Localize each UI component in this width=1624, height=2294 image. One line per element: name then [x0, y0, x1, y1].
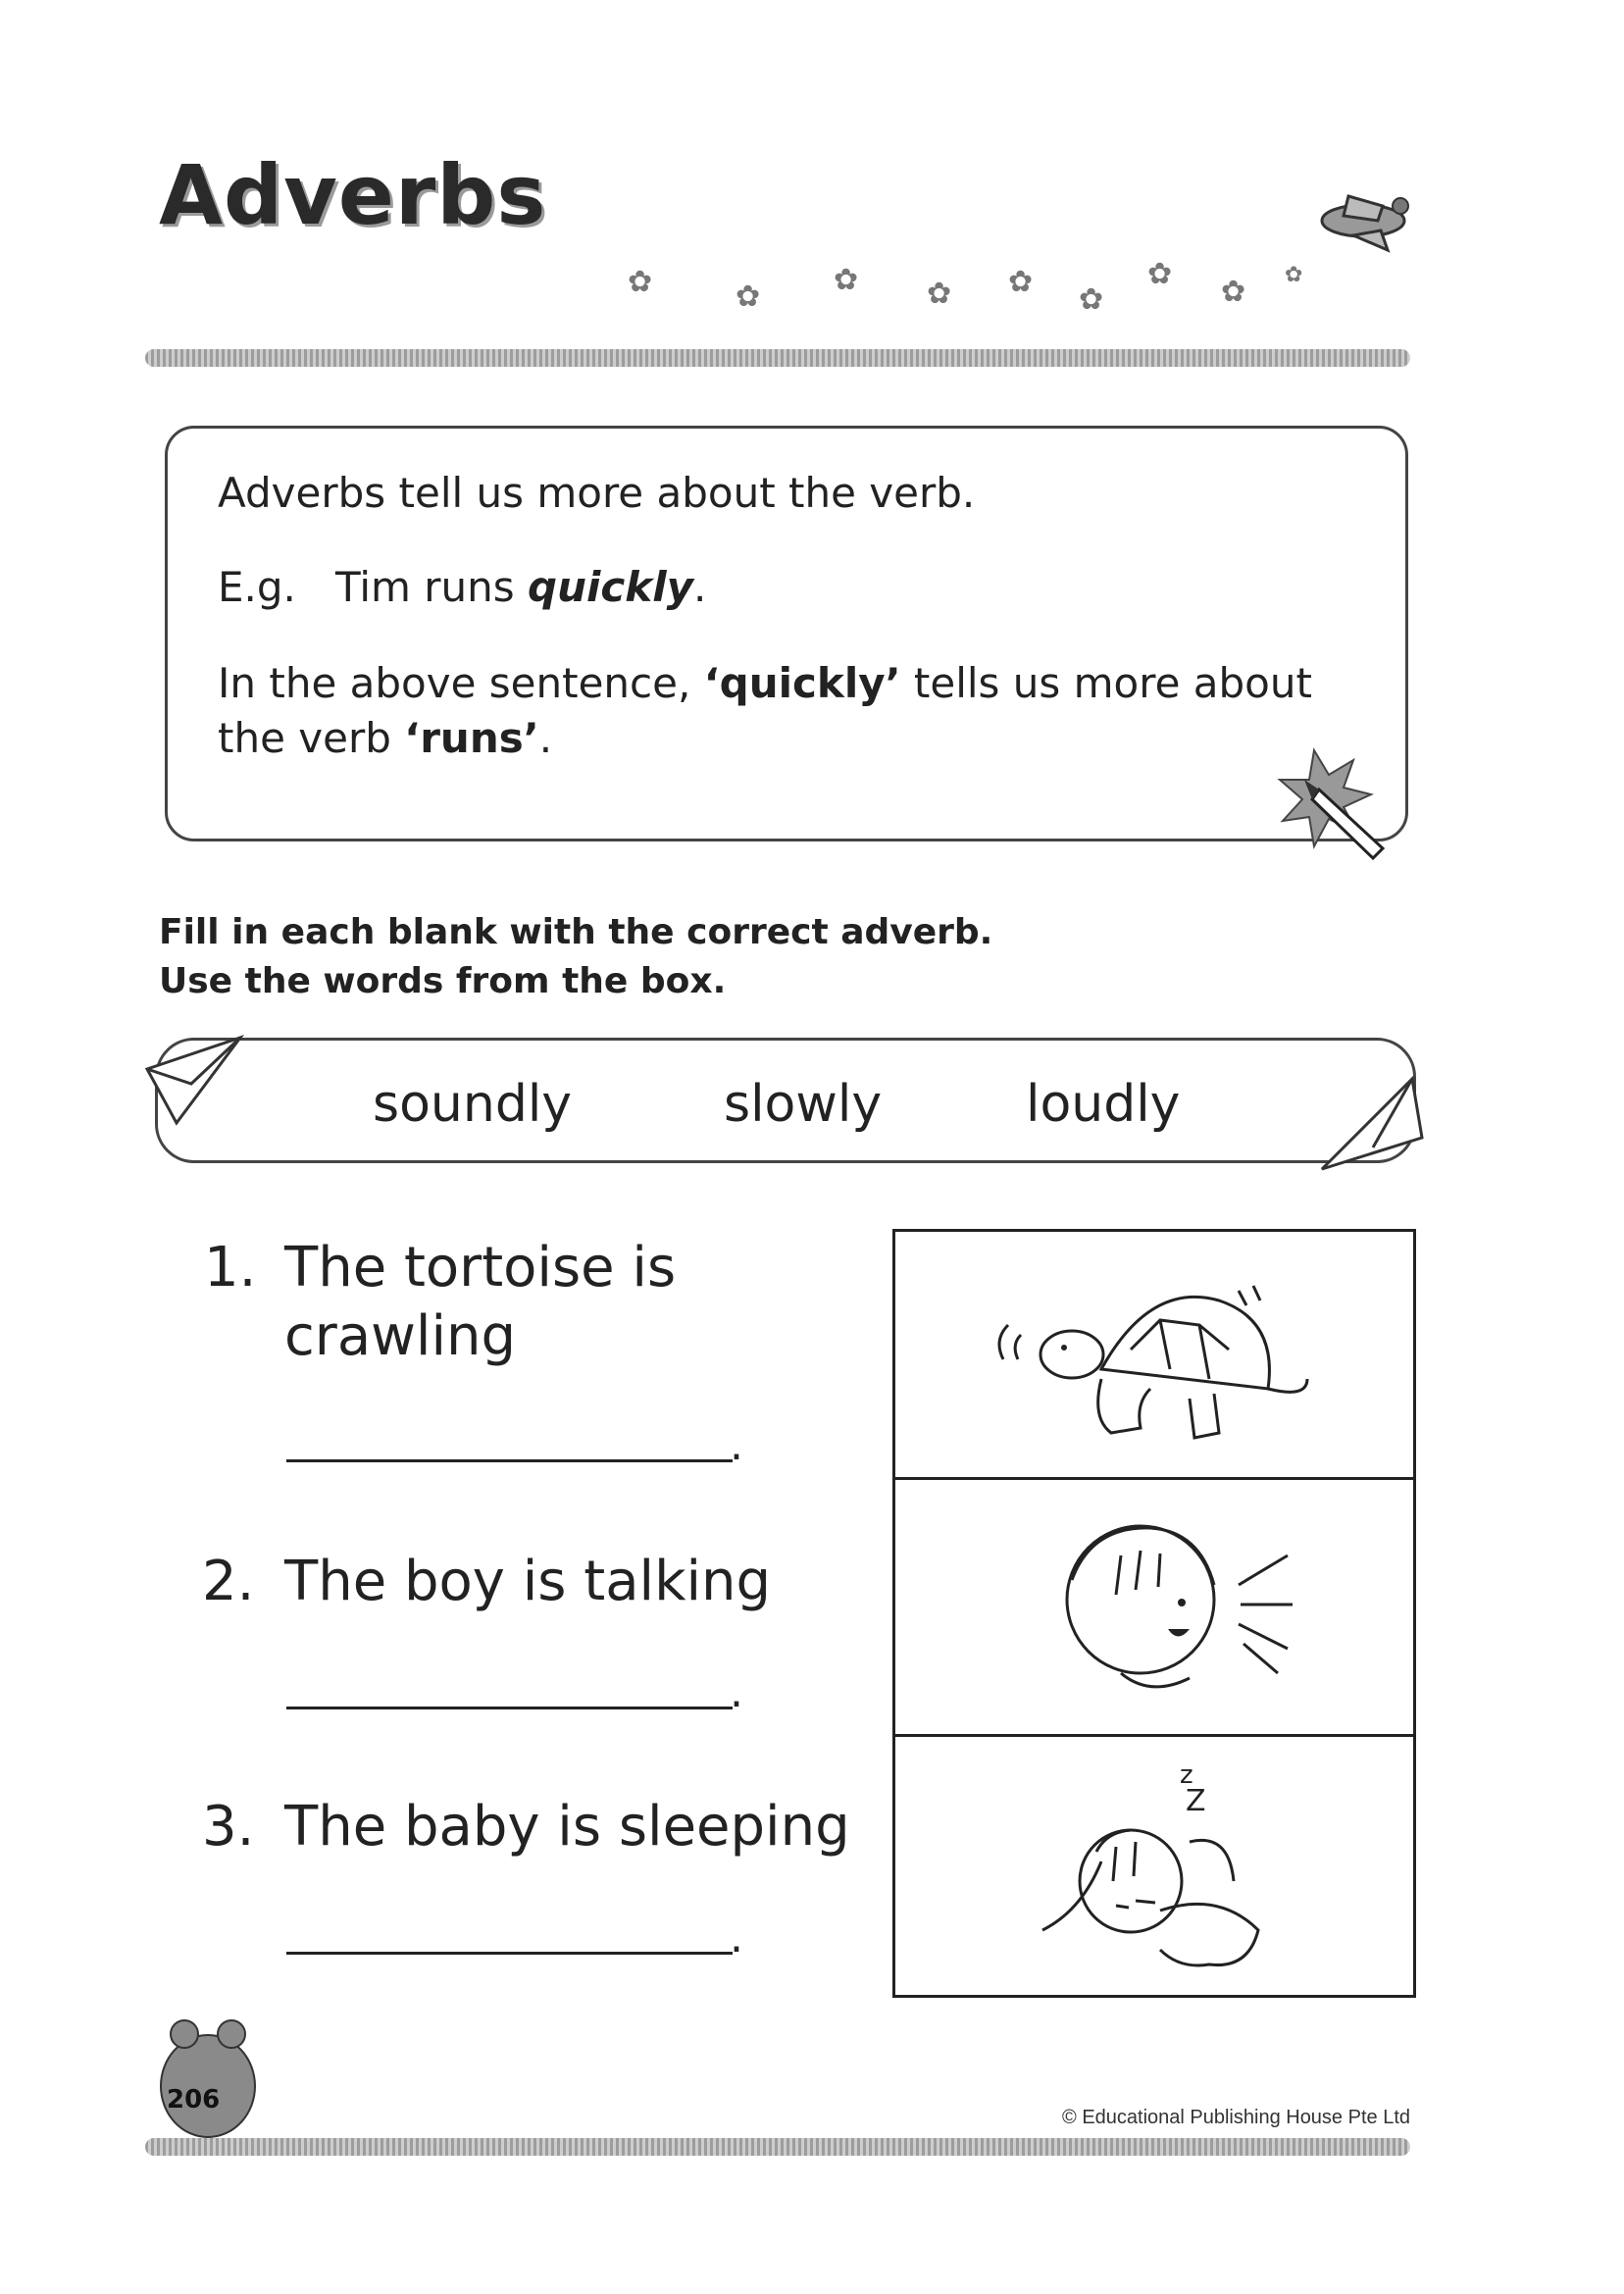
tortoise-icon [895, 1232, 1413, 1477]
flower-icon: ✿ [1221, 275, 1246, 309]
intro-definition: Adverbs tell us more about the verb. [218, 469, 976, 517]
decorative-band [145, 2138, 1410, 2156]
word-option-slowly: slowly [724, 1075, 883, 1134]
page-number: 206 [167, 2085, 221, 2115]
question-number: 3. [202, 1795, 255, 1859]
answer-blank[interactable] [286, 1952, 733, 1955]
flower-icon: ✿ [628, 265, 653, 299]
flower-icon: ✿ [1079, 282, 1104, 317]
answer-blank[interactable] [286, 1707, 733, 1709]
example-text: Tim runs [334, 563, 529, 611]
picture-table [892, 1229, 1416, 1998]
flower-icon: ✿ [834, 263, 859, 297]
picture-cell [895, 1477, 1413, 1737]
explain-text: the verb [218, 714, 405, 762]
svg-text:z: z [1180, 1760, 1193, 1790]
question-number: 1. [204, 1236, 257, 1300]
example-end: . [692, 563, 707, 611]
picture-cell [895, 1734, 1413, 1992]
instruction-line2: Use the words from the box. [159, 961, 727, 1001]
question-text: The boy is talking [284, 1550, 772, 1613]
blank-period: . [730, 1420, 743, 1470]
page-title: Adverbs [159, 147, 547, 243]
question-number: 2. [202, 1550, 255, 1613]
answer-blank[interactable] [286, 1459, 733, 1462]
blank-period: . [730, 1667, 743, 1717]
word-option-loudly: loudly [1026, 1075, 1181, 1134]
example-adverb: quickly [528, 563, 693, 611]
word-option-soundly: soundly [373, 1075, 573, 1134]
question-text: crawling [284, 1304, 517, 1368]
sleeping-baby-icon [895, 1734, 1413, 1992]
svg-text:Z: Z [1186, 1784, 1206, 1818]
picture-cell [895, 1232, 1413, 1480]
pencil-icon [1275, 740, 1402, 868]
flower-icon: ✿ [736, 280, 761, 314]
blank-period: . [730, 1912, 743, 1963]
flower-icon: ✿ [927, 277, 952, 311]
flower-icon: ✿ [1008, 265, 1034, 299]
airplane-icon [1294, 177, 1422, 265]
flower-icon: ✿ [1147, 257, 1173, 291]
paper-plane-icon [1314, 1069, 1432, 1177]
paper-plane-icon [137, 1030, 245, 1128]
explain-text: In the above sentence, [218, 659, 704, 707]
copyright: © Educational Publishing House Pte Ltd [1062, 2107, 1410, 2128]
explain-text: tells us more about [900, 659, 1312, 707]
instruction-line1: Fill in each blank with the correct adverb. [159, 912, 993, 952]
boy-talking-icon [895, 1477, 1413, 1734]
explain-end: . [538, 714, 553, 762]
explain-verb: ‘runs’ [404, 714, 539, 762]
question-text: The baby is sleeping [284, 1795, 850, 1859]
question-text: The tortoise is [284, 1236, 677, 1300]
intro-explanation-line2 [218, 714, 552, 762]
bear-icon [147, 2003, 265, 2140]
explain-adverb: ‘quickly’ [703, 659, 901, 707]
flower-icon: ✿ [1285, 263, 1303, 287]
intro-example [218, 563, 706, 611]
intro-explanation-line1 [218, 659, 1312, 707]
example-prefix: E.g. [218, 563, 296, 611]
decorative-band [145, 349, 1410, 367]
